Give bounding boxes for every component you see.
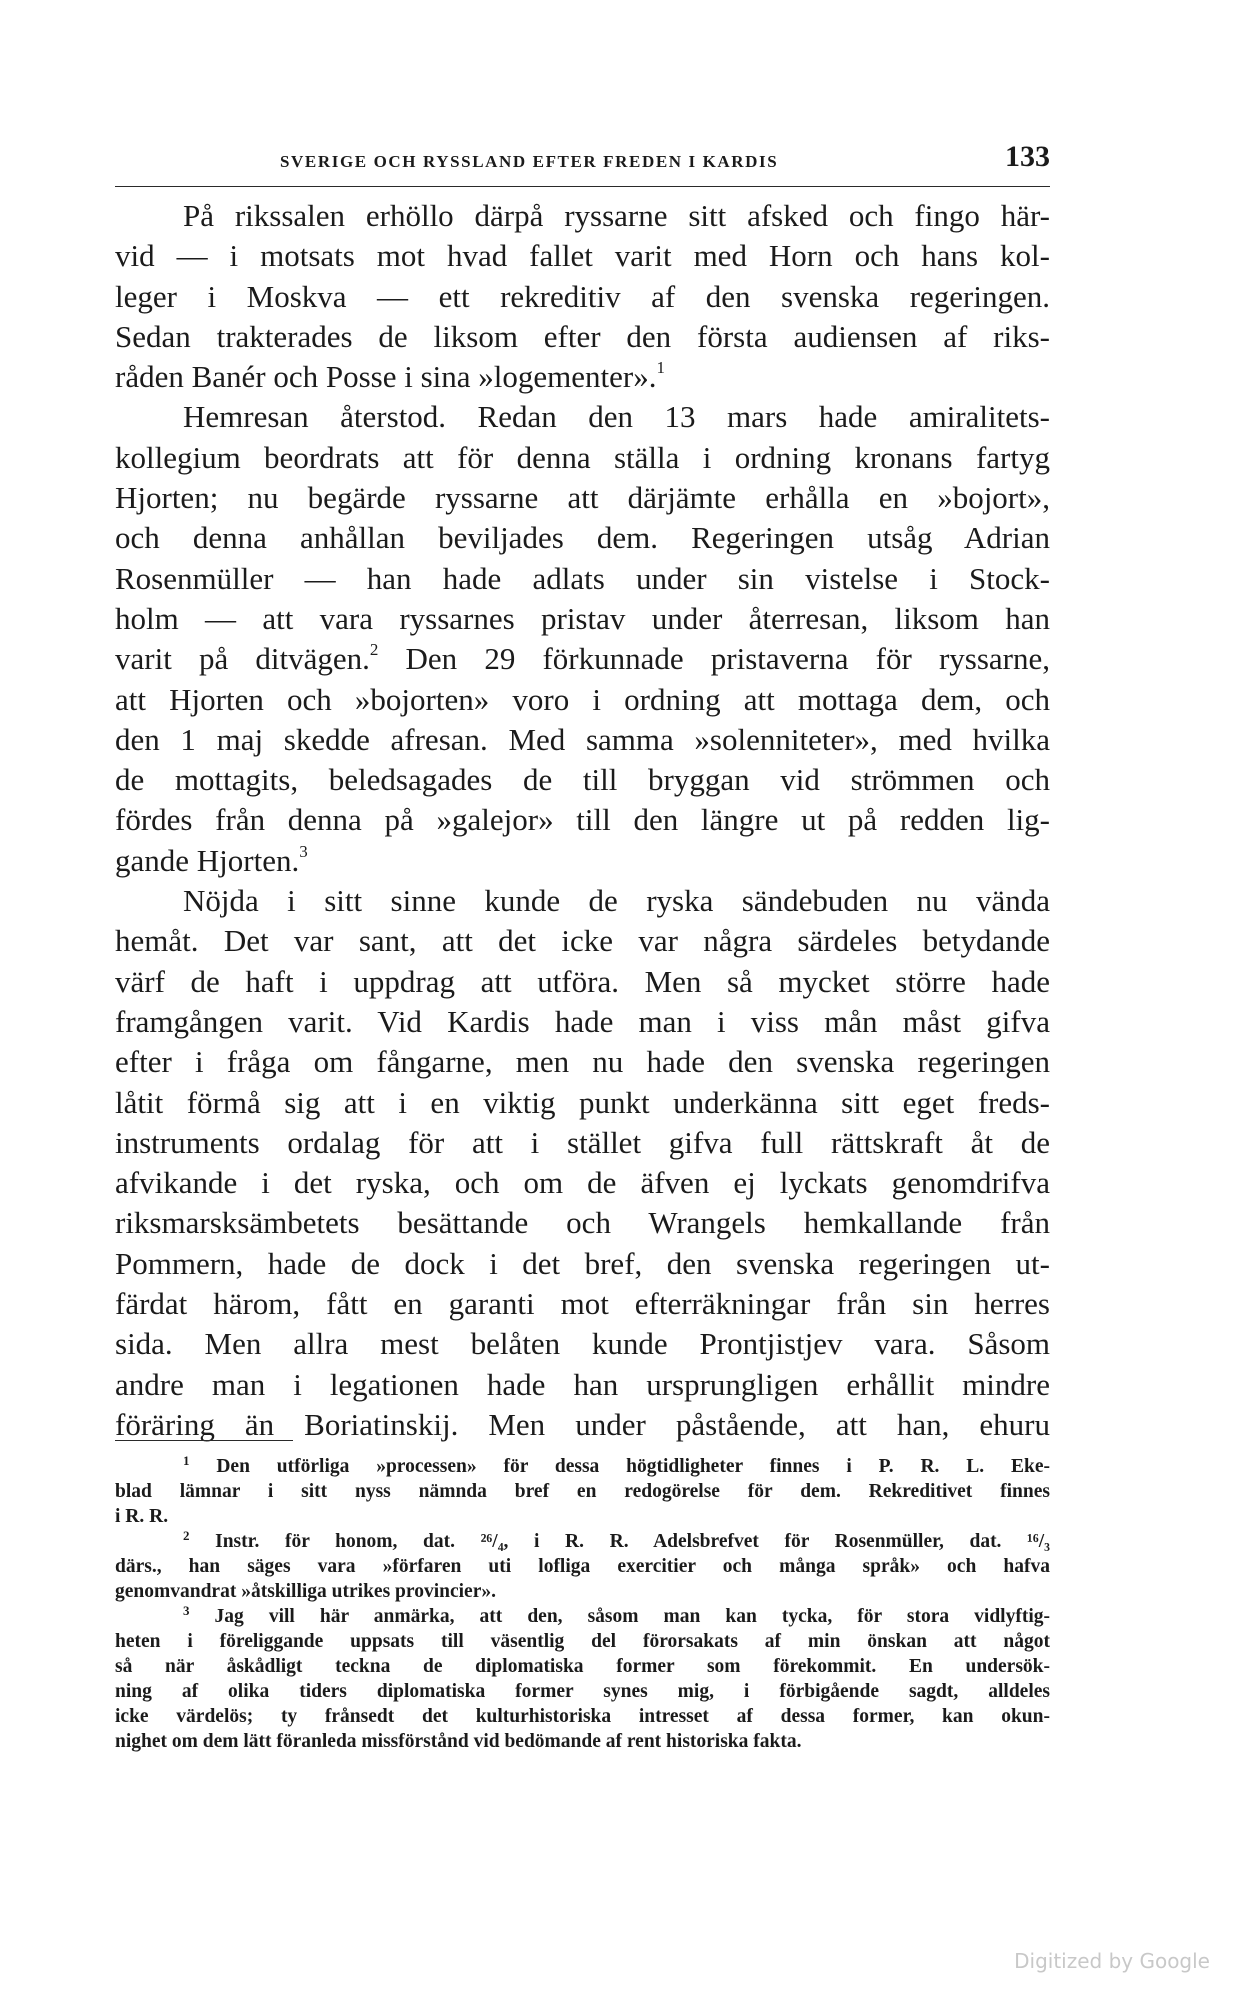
body-line: [115, 196, 1050, 236]
body-line: [115, 1163, 1050, 1203]
body-line: [115, 680, 1050, 720]
body-line-text-after: Den 29 förkunnade pristaverna för ryssarne,: [378, 641, 1051, 677]
page-header: [115, 140, 1050, 180]
body-line: [115, 760, 1050, 800]
body-line-text: holm — att vara ryssarnes pristav under återresan, liksom han: [115, 600, 1050, 636]
body-line-text: Hemresan återstod. Redan den 13 mars hade amiralitets-: [183, 399, 1050, 435]
body-line-text: Nöjda i sitt sinne kunde de ryska sändebuden nu vända: [183, 883, 1050, 919]
footnote-line: [115, 1454, 1050, 1479]
body-line: [115, 1324, 1050, 1364]
footnote-line: [115, 1654, 1050, 1679]
body-line: [115, 357, 1050, 397]
body-line: [115, 1284, 1050, 1324]
footnote-text: blad lämnar i sitt nyss nämnda bref en redogörelse för dem. Rekreditivet finnes: [115, 1481, 1050, 1502]
body-line-text: sida. Men allra mest belåten kunde Prontjistjev vara. Såsom: [115, 1326, 1050, 1362]
body-line: [115, 1042, 1050, 1082]
footnote-line: [115, 1529, 1050, 1554]
footnote-text: Den utförliga »processen» för dessa högtidligheter finnes i P. R. L. Eke-: [189, 1456, 1050, 1477]
body-line-text: leger i Moskva — ett rekreditiv af den svenska regeringen.: [115, 278, 1050, 314]
body-line-text: den 1 maj skedde afresan. Med samma »solenniteter», med hvilka: [115, 721, 1050, 757]
body-line-text: låtit förmå sig att i en viktig punkt underkänna sitt eget freds-: [115, 1084, 1050, 1120]
body-line-text: instruments ordalag för att i stället gifva full rättskraft åt de: [115, 1124, 1050, 1160]
body-line-text: värf de haft i uppdrag att utföra. Men så mycket större hade: [115, 963, 1050, 999]
body-line: [115, 962, 1050, 1002]
body-line-text: afvikande i det ryska, och om de äfven ej lyckats genomdrifva: [115, 1165, 1050, 1201]
body-line-text: riksmarsksämbetets besättande och Wrangels hemkallande från: [115, 1205, 1050, 1241]
body-line: [115, 236, 1050, 276]
footnote-number: 1: [183, 1453, 190, 1468]
body-line: [115, 881, 1050, 921]
body-text: [115, 196, 1050, 1445]
body-line-text: kollegium beordrats att för denna ställa i ordning kronans fartyg: [115, 439, 1050, 475]
footnote-reference: 2: [369, 640, 379, 660]
body-line-text: Sedan trakterades de liksom efter den första audiensen af riks-: [115, 318, 1050, 354]
footnote-line: [115, 1479, 1050, 1504]
footnote-line: [115, 1504, 1050, 1529]
body-line: [115, 478, 1050, 518]
digitized-watermark: Digitized by Google: [1014, 1949, 1210, 1973]
body-line-text: föräring än Boriatinskij. Men under påstående, att han, ehuru: [115, 1406, 1050, 1442]
body-line: [115, 397, 1050, 437]
footnote-reference: 3: [299, 841, 308, 861]
body-line: [115, 639, 1050, 679]
footnote-line: [115, 1554, 1050, 1579]
body-line: [115, 800, 1050, 840]
body-line: [115, 1002, 1050, 1042]
body-line-text: Pommern, hade de dock i det bref, den svenska regeringen ut-: [115, 1245, 1050, 1281]
body-line-text: hemåt. Det var sant, att det icke var några särdeles betydande: [115, 923, 1050, 959]
body-line-text: Hjorten; nu begärde ryssarne att därjämte erhålla en »bojort»,: [115, 480, 1050, 516]
body-line: [115, 1244, 1050, 1284]
footnote-number: 2: [183, 1528, 190, 1543]
body-line: [115, 599, 1050, 639]
footnote-text: Instr. för honom, dat. ²⁶/₄, i R. R. Adelsbrefvet för Rosenmüller, dat. ¹⁶/₃: [189, 1531, 1050, 1552]
body-line-text: efter i fråga om fångarne, men nu hade den svenska regeringen: [115, 1044, 1050, 1080]
footnote-text: ning af olika tiders diplomatiska former synes mig, i förbigående sagdt, alldeles: [115, 1681, 1050, 1702]
body-line-text: de mottagits, beledsagades de till bryggan vid strömmen och: [115, 762, 1050, 798]
body-line-text: vid — i motsats mot hvad fallet varit med Horn och hans kol-: [115, 238, 1050, 274]
footnote-text: så när åskådligt teckna de diplomatiska former som förekommit. En undersök-: [115, 1656, 1050, 1677]
footnote-reference: 1: [656, 358, 665, 378]
footnote-text: heten i föreliggande uppsats till väsentlig del förorsakats af min önskan att något: [115, 1631, 1050, 1652]
page-number: 133: [1005, 140, 1050, 173]
body-line: [115, 438, 1050, 478]
footnote-line: [115, 1704, 1050, 1729]
footnote-text: genomvandrat »åtskilliga utrikes provincier».: [115, 1581, 496, 1602]
body-line-text: varit på ditvägen.: [115, 641, 370, 677]
footnote-text: i R. R.: [115, 1506, 169, 1527]
body-line-text: färdat härom, fått en garanti mot efterräkningar från sin herres: [115, 1286, 1050, 1322]
footnote-number: 3: [183, 1603, 190, 1618]
footnote-line: [115, 1604, 1050, 1629]
body-line-text: fördes från denna på »galejor» till den längre ut på redden lig-: [115, 802, 1050, 838]
body-line-text: Rosenmüller — han hade adlats under sin vistelse i Stock-: [115, 560, 1050, 596]
body-line: [115, 1365, 1050, 1405]
body-line: [115, 559, 1050, 599]
body-line: [115, 518, 1050, 558]
body-line-text: gande Hjorten.: [115, 842, 300, 878]
header-rule: [115, 186, 1050, 187]
footnote-line: [115, 1629, 1050, 1654]
body-line: [115, 1203, 1050, 1243]
body-line-text: råden Banér och Posse i sina »logementer».: [115, 359, 657, 395]
running-head: SVERIGE OCH RYSSLAND EFTER FREDEN I KARDIS: [280, 152, 779, 171]
body-line-text: och denna anhållan beviljades dem. Regeringen utsåg Adrian: [115, 520, 1050, 556]
footnote-line: [115, 1679, 1050, 1704]
body-line: [115, 277, 1050, 317]
body-line: [115, 317, 1050, 357]
footnote-text: nighet om dem lätt föranleda missförstånd vid bedömande af rent historiska fakta.: [115, 1731, 802, 1752]
body-line: [115, 1123, 1050, 1163]
footnote-line: [115, 1729, 1050, 1754]
footnote-text: Jag vill här anmärka, att den, såsom man kan tycka, för stora vidlyftig-: [189, 1606, 1050, 1627]
body-line: [115, 921, 1050, 961]
footnote-rule: [115, 1440, 293, 1441]
body-line-text: framgången varit. Vid Kardis hade man i viss mån måst gifva: [115, 1003, 1050, 1039]
footnote-line: [115, 1579, 1050, 1604]
body-line-text: På rikssalen erhöllo därpå ryssarne sitt afsked och fingo här-: [183, 198, 1050, 233]
body-line: [115, 841, 1050, 881]
body-line-text: att Hjorten och »bojorten» voro i ordning att mottaga dem, och: [115, 681, 1050, 717]
footnotes: [115, 1454, 1050, 1754]
body-line-text: andre man i legationen hade han ursprungligen erhållit mindre: [115, 1366, 1050, 1402]
body-line: [115, 1083, 1050, 1123]
body-line: [115, 720, 1050, 760]
footnote-text: icke värdelös; ty frånsedt det kulturhistoriska intresset af dessa former, kan okun-: [115, 1706, 1050, 1727]
footnote-text: därs., han säges vara »förfaren uti lofliga exercitier och många språk» och hafva: [115, 1556, 1050, 1577]
